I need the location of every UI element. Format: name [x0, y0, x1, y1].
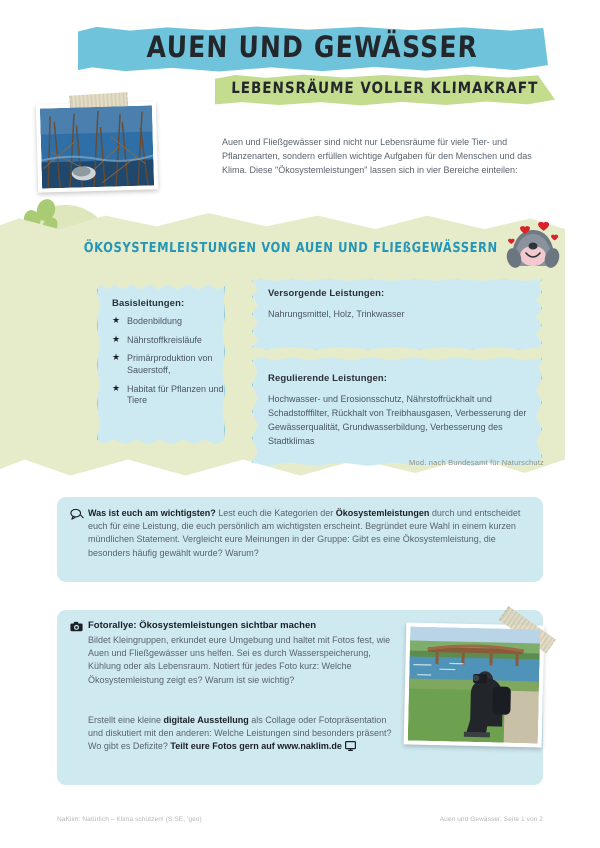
photo-river-photographer [404, 622, 545, 747]
footer-right: Auen und Gewässer, Seite 1 von 2 [439, 816, 543, 823]
discussion-task-text [88, 507, 528, 560]
page-title: AUEN UND GEWÄSSER [146, 30, 479, 65]
list-item [112, 353, 224, 376]
photo-task-body2 [88, 714, 394, 754]
source-credit: Mod. nach Bundesamt für Naturschutz [409, 458, 544, 467]
camera-icon [70, 621, 83, 632]
regulating-heading: Regulierende Leistungen: [268, 373, 388, 384]
list-item-label: Bodenbildung [127, 316, 183, 326]
ecosystem-heading: ÖKOSYSTEMLEISTUNGEN VON AUEN UND FLIEßGEWÄSSERN [83, 239, 498, 256]
list-item [112, 316, 224, 328]
photo-reeds [36, 101, 158, 192]
photo-task-body: Bildet Kleingruppen, erkundet eure Umgebung und haltet mit Fotos fest, wie Auen und Fließgewässer uns helfen. Sei es durch Wasserspeicherung, Kühlung oder als Lebensraum. Notiert für jedes Foto kurz: Welche Ökosystemleistung zeigt es? Warum ist sie wichtig? [88, 635, 391, 685]
discussion-lead: Was ist euch am wichtigsten? [88, 508, 216, 518]
provisioning-heading: Versorgende Leistungen: [268, 288, 385, 299]
star-icon: ★ [112, 382, 121, 393]
provisioning-body: Nahrungsmittel, Holz, Trinkwasser [268, 309, 405, 319]
basis-items-list [112, 316, 224, 414]
basis-heading: Basisleitungen: [112, 298, 185, 309]
monitor-icon [345, 741, 356, 751]
star-icon: ★ [112, 315, 121, 325]
list-item [112, 384, 224, 407]
list-item-label: Habitat für Pflanzen und Tiere [127, 383, 224, 406]
intro-paragraph: Auen und Fließgewässer sind nicht nur Lebensräume für viele Tier- und Pflanzenarten, sondern erfüllen wichtige Aufgaben für den Menschen und das Klima. Diese "Ökosystemleistungen" lassen sich in vier Bereiche einteilen: [222, 137, 532, 175]
discussion-text-1: Lest euch die Kategorien der [215, 508, 336, 518]
photo-body2-a: Erstellt eine kleine [88, 715, 164, 725]
photo-body2-emphasis: digitale Ausstellung [163, 715, 249, 725]
photo-body2-c: als Collage oder Fotopräsentation und diskutiert mit den anderen: Welche Leistungen sind besonders präsent? Wo gibt es Defizite? [88, 715, 392, 752]
discussion-emphasis: Ökosystemleistungen [335, 508, 430, 518]
list-item [112, 335, 224, 347]
list-item-label: Nährstoffkreisläufe [127, 334, 202, 345]
star-icon: ★ [112, 352, 121, 363]
speech-bubble-icon [70, 508, 84, 520]
discussion-text-2: durch und entscheidet euch für eine Leistung, die euch persönlich am wichtigsten erscheint. Begründet eure Wahl in einem kurzen mündlichen Statement. Vergleicht eure Meinungen in der Gruppe: Gibt es eine Ökosystemleistung, die besonders häufig gewählt wurde? Warum? [88, 508, 521, 558]
photo-task-heading: Fotorallye: Ökosystemleistungen sichtbar machen [88, 620, 317, 631]
page-subtitle: LEBENSRÄUME VOLLER KLIMAKRAFT [230, 79, 539, 98]
mascot-beaver-icon [502, 220, 564, 272]
regulating-body: Hochwasser- und Erosionsschutz, Nährstoffrückhalt und Schadstofffilter, Rückhalt von Treibhausgasen, Verbesserung der Gewässerqualität, Grundwasserbildung, Verbesserung des Stadtklimas [268, 394, 527, 446]
photo-body2-link[interactable]: Teilt eure Fotos gern auf www.naklim.de [170, 741, 342, 752]
footer-left: NaKlim: Natürlich – Klima schützen! (S:SE, 'geo) [57, 816, 202, 823]
star-icon: ★ [112, 333, 121, 344]
list-item-label: Primärproduktion von Sauerstoff, [127, 353, 213, 376]
